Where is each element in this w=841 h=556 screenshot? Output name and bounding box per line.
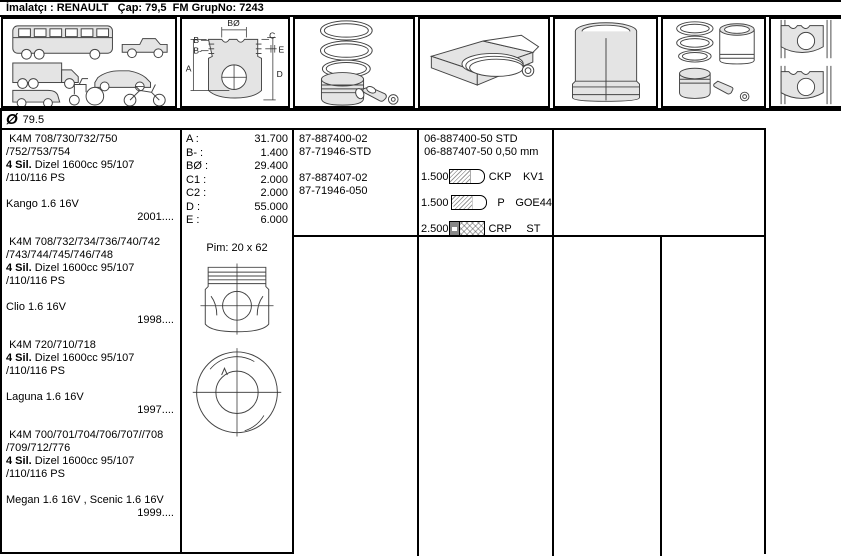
dimension-row bbox=[186, 133, 288, 147]
engine-code-line: K4M 700/701/704/706/707//708 bbox=[9, 429, 164, 441]
cylinder-spec-line: 4 Sil. Dizel 1600cc 95/107 bbox=[6, 159, 135, 171]
diameter-value: 79.5 bbox=[22, 113, 45, 126]
dim-label-b2: B- bbox=[193, 45, 202, 56]
liner-piston-kit-drawing bbox=[664, 18, 764, 108]
model-line: Kango 1.6 16V bbox=[6, 198, 79, 210]
piston-dimension-diagram-icon bbox=[180, 17, 290, 108]
piston-liner-section-icon bbox=[769, 17, 841, 108]
ring-size: 1.500 bbox=[421, 170, 449, 183]
cylinder-spec-line: 4 Sil. Dizel 1600cc 95/107 bbox=[6, 455, 135, 467]
engine-code-line: K4M 708/730/732/750 bbox=[9, 133, 118, 145]
dim-value: 29.400 bbox=[254, 160, 288, 172]
ring-set-cell bbox=[419, 130, 554, 237]
year-range: 2001.... bbox=[137, 211, 174, 223]
cylinder-spec-line: /110/116 PS bbox=[6, 275, 65, 287]
empty-cell-top-right bbox=[554, 130, 764, 237]
cylinder-liner-drawing bbox=[556, 18, 656, 108]
ring-set-number-oversize: 06-887407-50 0,50 mm bbox=[424, 146, 539, 158]
application-block bbox=[6, 133, 176, 224]
ring-brand: ST bbox=[526, 222, 541, 235]
part-number: 87-887400-02 bbox=[299, 133, 368, 145]
empty-cell-bottom-4 bbox=[662, 237, 764, 556]
empty-cell-bottom-1 bbox=[294, 237, 419, 556]
piston-drawing bbox=[187, 261, 287, 439]
ring-set-box-drawing bbox=[420, 18, 548, 108]
dim-value: 2.000 bbox=[260, 173, 288, 186]
dim-label-d: D bbox=[276, 68, 283, 79]
dim-label-b1: B bbox=[193, 34, 200, 45]
dimension-row bbox=[186, 147, 288, 161]
page-title: İmalatçı : RENAULT Çap: 79,5 FM GrupNo: 7243 bbox=[0, 0, 841, 15]
ring-set-number-std: 06-887400-50 STD bbox=[424, 133, 518, 145]
cylinder-spec-line: 4 Sil. Dizel 1600cc 95/107 bbox=[6, 262, 135, 274]
ring-size: 2.500 bbox=[421, 222, 449, 235]
dim-label-bo: BØ bbox=[227, 17, 240, 28]
application-block bbox=[6, 339, 176, 417]
application-block bbox=[6, 236, 176, 327]
empty-cell-bottom-2 bbox=[419, 237, 554, 556]
dimension-row bbox=[186, 174, 288, 188]
ring-type: CRP bbox=[488, 222, 512, 235]
cylinder-spec-line: /110/116 PS bbox=[6, 172, 65, 184]
ring-row bbox=[421, 220, 552, 237]
dim-label-e: E bbox=[278, 44, 285, 55]
oil-ring-profile-icon bbox=[449, 221, 486, 236]
dimensions-column bbox=[182, 130, 294, 552]
dim-value: 55.000 bbox=[254, 200, 288, 213]
ring-brand: KV1 bbox=[523, 170, 544, 183]
piston-liner-section-drawing bbox=[772, 18, 840, 108]
ring-set-box-icon bbox=[418, 17, 550, 108]
dim-value: 2.000 bbox=[260, 187, 288, 199]
engine-code-line: /743/744/745/746/748 bbox=[6, 249, 114, 261]
taper-ring-profile-icon bbox=[451, 195, 487, 210]
engine-code-line: K4M 708/732/734/736/740/742 bbox=[9, 236, 161, 248]
dim-label: D : bbox=[186, 200, 201, 213]
dim-value: 1.400 bbox=[260, 146, 288, 159]
ring-size: 1.500 bbox=[421, 196, 449, 209]
icon-legend-row bbox=[0, 15, 841, 111]
dim-label: B- : bbox=[186, 146, 204, 159]
catalog-table bbox=[0, 128, 766, 554]
dim-value: 6.000 bbox=[260, 214, 288, 226]
ring-row bbox=[421, 194, 552, 211]
model-line: Laguna 1.6 16V bbox=[6, 391, 84, 403]
piston-dimension-drawing bbox=[182, 18, 288, 108]
liner-piston-kit-icon bbox=[661, 17, 766, 108]
empty-cell-bottom-3 bbox=[554, 237, 662, 556]
ring-brand: GOE44 bbox=[515, 196, 552, 209]
piston-part-numbers-cell bbox=[294, 130, 419, 237]
cylinder-spec-line: /110/116 PS bbox=[6, 365, 65, 377]
engine-code-line: K4M 720/710/718 bbox=[9, 339, 96, 351]
part-number: 87-887407-02 bbox=[299, 172, 368, 184]
application-block bbox=[6, 429, 176, 520]
dim-value: 31.700 bbox=[254, 133, 288, 145]
model-line: Clio 1.6 16V bbox=[6, 301, 66, 313]
vehicle-types-icon bbox=[1, 17, 177, 108]
dimension-row bbox=[186, 187, 288, 201]
engine-code-line: /709/712/776 bbox=[6, 442, 71, 454]
part-number: 87-71946-STD bbox=[299, 146, 372, 158]
part-number: 87-71946-050 bbox=[299, 185, 368, 197]
cylinder-spec-line: 4 Sil. Dizel 1600cc 95/107 bbox=[6, 352, 135, 364]
vehicle-types-drawing bbox=[5, 18, 173, 108]
dim-label: C2 : bbox=[186, 187, 207, 199]
diameter-row bbox=[0, 111, 841, 128]
engine-code-line: /752/753/754 bbox=[6, 146, 71, 158]
dimension-row bbox=[186, 201, 288, 215]
diameter-symbol: Ø bbox=[6, 111, 18, 128]
year-range: 1998.... bbox=[137, 314, 174, 326]
compression-ring-profile-icon bbox=[449, 169, 486, 184]
dim-label-a: A bbox=[185, 63, 192, 74]
cylinder-spec-line: /110/116 PS bbox=[6, 468, 65, 480]
model-line: Megan 1.6 16V , Scenic 1.6 16V bbox=[6, 494, 164, 506]
dimension-row bbox=[186, 214, 288, 228]
ring-type: CKP bbox=[488, 170, 512, 183]
ring-type: P bbox=[497, 196, 505, 209]
pin-size: Pim: 20 x 62 bbox=[206, 241, 268, 254]
cylinder-liner-icon bbox=[553, 17, 658, 108]
dim-label: A : bbox=[186, 133, 199, 145]
dim-label-c: C bbox=[269, 29, 276, 40]
ring-row bbox=[421, 168, 552, 185]
piston-kit-drawing bbox=[295, 18, 413, 108]
piston-kit-icon bbox=[293, 17, 415, 108]
dim-label: C1 : bbox=[186, 173, 207, 186]
dim-label: E : bbox=[186, 214, 200, 226]
year-range: 1999.... bbox=[137, 507, 174, 519]
dim-label: BØ : bbox=[186, 160, 209, 172]
dimension-row bbox=[186, 160, 288, 174]
applications-column bbox=[2, 130, 182, 552]
year-range: 1997.... bbox=[137, 404, 174, 416]
